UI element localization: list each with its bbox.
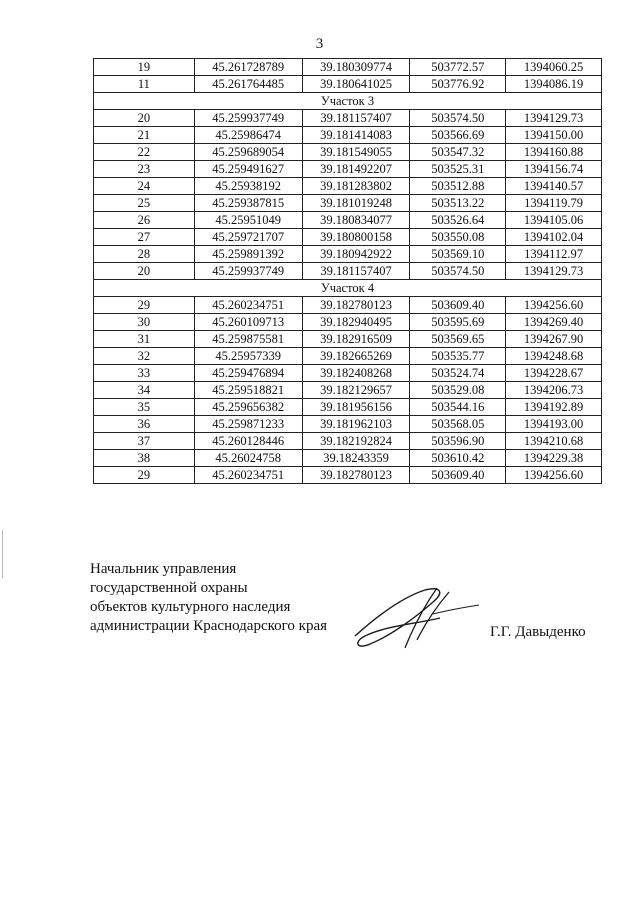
y-coordinate-cell: 1394150.00 [506,127,602,144]
y-coordinate-cell: 1394193.00 [506,416,602,433]
x-coordinate-cell: 503550.08 [410,229,506,246]
y-coordinate-cell: 1394256.60 [506,297,602,314]
longitude-cell: 39.181549055 [302,144,410,161]
point-number-cell: 35 [94,399,195,416]
signer-title-line: администрации Краснодарского края [90,618,328,634]
x-coordinate-cell: 503776.92 [410,76,506,93]
latitude-cell: 45.259476894 [194,365,302,382]
coordinates-table-body [94,59,602,484]
section-header-row [94,280,602,297]
longitude-cell: 39.181157407 [302,263,410,280]
x-coordinate-cell: 503524.74 [410,365,506,382]
point-number-cell: 22 [94,144,195,161]
latitude-cell: 45.25938192 [194,178,302,195]
point-number-cell: 32 [94,348,195,365]
point-number-cell: 29 [94,467,195,484]
latitude-cell: 45.261764485 [194,76,302,93]
point-number-cell: 11 [94,76,195,93]
x-coordinate-cell: 503529.08 [410,382,506,399]
signer-title-line: объектов культурного наследия [90,599,291,615]
x-coordinate-cell: 503512.88 [410,178,506,195]
y-coordinate-cell: 1394102.04 [506,229,602,246]
latitude-cell: 45.259689054 [194,144,302,161]
x-coordinate-cell: 503568.05 [410,416,506,433]
longitude-cell: 39.181019248 [302,195,410,212]
x-coordinate-cell: 503569.65 [410,331,506,348]
coordinates-table [93,58,602,484]
table-row [94,399,602,416]
latitude-cell: 45.259937749 [194,110,302,127]
longitude-cell: 39.181956156 [302,399,410,416]
handwritten-signature [345,578,485,658]
y-coordinate-cell: 1394269.40 [506,314,602,331]
x-coordinate-cell: 503544.16 [410,399,506,416]
longitude-cell: 39.180834077 [302,212,410,229]
y-coordinate-cell: 1394210.68 [506,433,602,450]
latitude-cell: 45.26024758 [194,450,302,467]
point-number-cell: 29 [94,297,195,314]
longitude-cell: 39.182780123 [302,297,410,314]
longitude-cell: 39.181157407 [302,110,410,127]
y-coordinate-cell: 1394206.73 [506,382,602,399]
latitude-cell: 45.260128446 [194,433,302,450]
x-coordinate-cell: 503566.69 [410,127,506,144]
table-row [94,178,602,195]
longitude-cell: 39.182129657 [302,382,410,399]
point-number-cell: 31 [94,331,195,348]
x-coordinate-cell: 503525.31 [410,161,506,178]
latitude-cell: 45.25951049 [194,212,302,229]
table-row [94,144,602,161]
table-row [94,467,602,484]
latitude-cell: 45.259871233 [194,416,302,433]
y-coordinate-cell: 1394228.67 [506,365,602,382]
latitude-cell: 45.261728789 [194,59,302,76]
point-number-cell: 20 [94,263,195,280]
point-number-cell: 25 [94,195,195,212]
table-row [94,331,602,348]
longitude-cell: 39.182665269 [302,348,410,365]
table-row [94,365,602,382]
point-number-cell: 27 [94,229,195,246]
table-row [94,382,602,399]
latitude-cell: 45.259891392 [194,246,302,263]
signature-block [90,560,327,636]
point-number-cell: 26 [94,212,195,229]
table-row [94,161,602,178]
signer-title-line: государственной охраны [90,580,248,596]
x-coordinate-cell: 503574.50 [410,110,506,127]
longitude-cell: 39.180641025 [302,76,410,93]
point-number-cell: 38 [94,450,195,467]
point-number-cell: 24 [94,178,195,195]
x-coordinate-cell: 503596.90 [410,433,506,450]
table-row [94,195,602,212]
latitude-cell: 45.260234751 [194,467,302,484]
table-row [94,76,602,93]
longitude-cell: 39.180800158 [302,229,410,246]
y-coordinate-cell: 1394140.57 [506,178,602,195]
longitude-cell: 39.18243359 [302,450,410,467]
y-coordinate-cell: 1394129.73 [506,263,602,280]
longitude-cell: 39.182780123 [302,467,410,484]
y-coordinate-cell: 1394119.79 [506,195,602,212]
longitude-cell: 39.182408268 [302,365,410,382]
latitude-cell: 45.260234751 [194,297,302,314]
longitude-cell: 39.181492207 [302,161,410,178]
x-coordinate-cell: 503569.10 [410,246,506,263]
point-number-cell: 33 [94,365,195,382]
point-number-cell: 19 [94,59,195,76]
y-coordinate-cell: 1394129.73 [506,110,602,127]
latitude-cell: 45.259387815 [194,195,302,212]
table-row [94,212,602,229]
table-row [94,416,602,433]
longitude-cell: 39.182940495 [302,314,410,331]
table-row [94,59,602,76]
y-coordinate-cell: 1394086.19 [506,76,602,93]
longitude-cell: 39.182192824 [302,433,410,450]
longitude-cell: 39.181283802 [302,178,410,195]
x-coordinate-cell: 503526.64 [410,212,506,229]
y-coordinate-cell: 1394105.06 [506,212,602,229]
point-number-cell: 36 [94,416,195,433]
signer-name: Г.Г. Давыденко [490,624,586,640]
y-coordinate-cell: 1394060.25 [506,59,602,76]
latitude-cell: 45.259721707 [194,229,302,246]
x-coordinate-cell: 503513.22 [410,195,506,212]
y-coordinate-cell: 1394112.97 [506,246,602,263]
x-coordinate-cell: 503609.40 [410,467,506,484]
x-coordinate-cell: 503609.40 [410,297,506,314]
table-row [94,127,602,144]
y-coordinate-cell: 1394160.88 [506,144,602,161]
table-row [94,263,602,280]
x-coordinate-cell: 503574.50 [410,263,506,280]
latitude-cell: 45.259518821 [194,382,302,399]
table-row [94,297,602,314]
longitude-cell: 39.180309774 [302,59,410,76]
latitude-cell: 45.259491627 [194,161,302,178]
latitude-cell: 45.259937749 [194,263,302,280]
y-coordinate-cell: 1394248.68 [506,348,602,365]
latitude-cell: 45.25986474 [194,127,302,144]
longitude-cell: 39.181414083 [302,127,410,144]
x-coordinate-cell: 503547.32 [410,144,506,161]
table-row [94,229,602,246]
table-row [94,450,602,467]
page-number: 3 [315,36,324,52]
point-number-cell: 20 [94,110,195,127]
table-row [94,246,602,263]
point-number-cell: 37 [94,433,195,450]
x-coordinate-cell: 503610.42 [410,450,506,467]
latitude-cell: 45.25957339 [194,348,302,365]
y-coordinate-cell: 1394156.74 [506,161,602,178]
y-coordinate-cell: 1394229.38 [506,450,602,467]
point-number-cell: 28 [94,246,195,263]
margin-mark [2,530,3,578]
point-number-cell: 23 [94,161,195,178]
latitude-cell: 45.260109713 [194,314,302,331]
point-number-cell: 21 [94,127,195,144]
table-row [94,314,602,331]
section-label: Участок 3 [94,93,602,110]
latitude-cell: 45.259656382 [194,399,302,416]
x-coordinate-cell: 503772.57 [410,59,506,76]
x-coordinate-cell: 503535.77 [410,348,506,365]
table-row [94,348,602,365]
point-number-cell: 30 [94,314,195,331]
longitude-cell: 39.181962103 [302,416,410,433]
longitude-cell: 39.180942922 [302,246,410,263]
y-coordinate-cell: 1394256.60 [506,467,602,484]
y-coordinate-cell: 1394192.89 [506,399,602,416]
latitude-cell: 45.259875581 [194,331,302,348]
longitude-cell: 39.182916509 [302,331,410,348]
table-row [94,110,602,127]
table-row [94,433,602,450]
point-number-cell: 34 [94,382,195,399]
y-coordinate-cell: 1394267.90 [506,331,602,348]
x-coordinate-cell: 503595.69 [410,314,506,331]
section-label: Участок 4 [94,280,602,297]
signer-title-line: Начальник управления [90,561,237,577]
section-header-row [94,93,602,110]
